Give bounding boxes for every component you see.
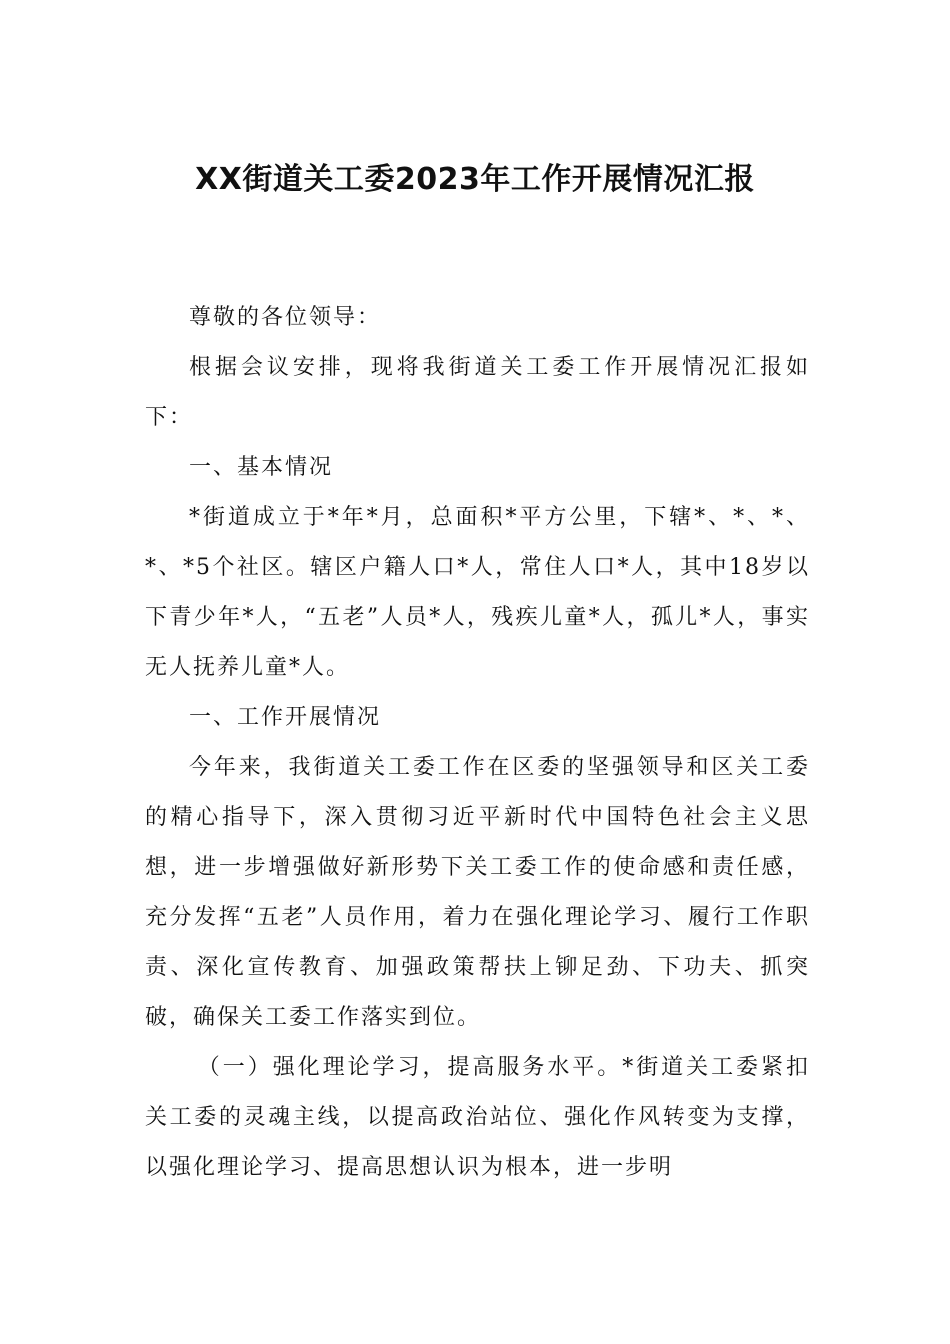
work-overview-paragraph: 今年来，我街道关工委工作在区委的坚强领导和区关工委的精心指导下，深入贯彻习近平新时代中国特色社会主义思想，进一步增强做好新形势下关工委工作的使命感和责任感，充分发挥“五老”人员作用，着力在强化理论学习、履行工作职责、深化宣传教育、加强政策帮扶上铆足劲、下功夫、抓突破，确保关工委工作落实到位。 — [145, 755, 810, 1030]
document-title: XX街道关工委2023年工作开展情况汇报 — [195, 162, 755, 197]
salutation: 尊敬的各位领导： — [189, 305, 382, 330]
document-body — [145, 293, 810, 1193]
basic-info-paragraph: *街道成立于*年*月，总面积*平方公里，下辖*、*、*、*、*5个社区。辖区户籍人口*人，常住人口*人，其中18岁以下青少年*人，“五老”人员*人，残疾儿童*人，孤儿*人，事实无人抚养儿童*人。 — [145, 505, 810, 680]
subsection-paragraph: （一）强化理论学习，提高服务水平。*街道关工委紧扣关工委的灵魂主线，以提高政治站位、强化作风转变为支撑，以强化理论学习、提高思想认识为根本，进一步明 — [145, 1055, 810, 1180]
section-heading-work: 一、工作开展情况 — [189, 705, 382, 730]
intro-paragraph: 根据会议安排，现将我街道关工委工作开展情况汇报如下： — [145, 355, 810, 430]
section-heading-basic: 一、基本情况 — [189, 455, 334, 480]
